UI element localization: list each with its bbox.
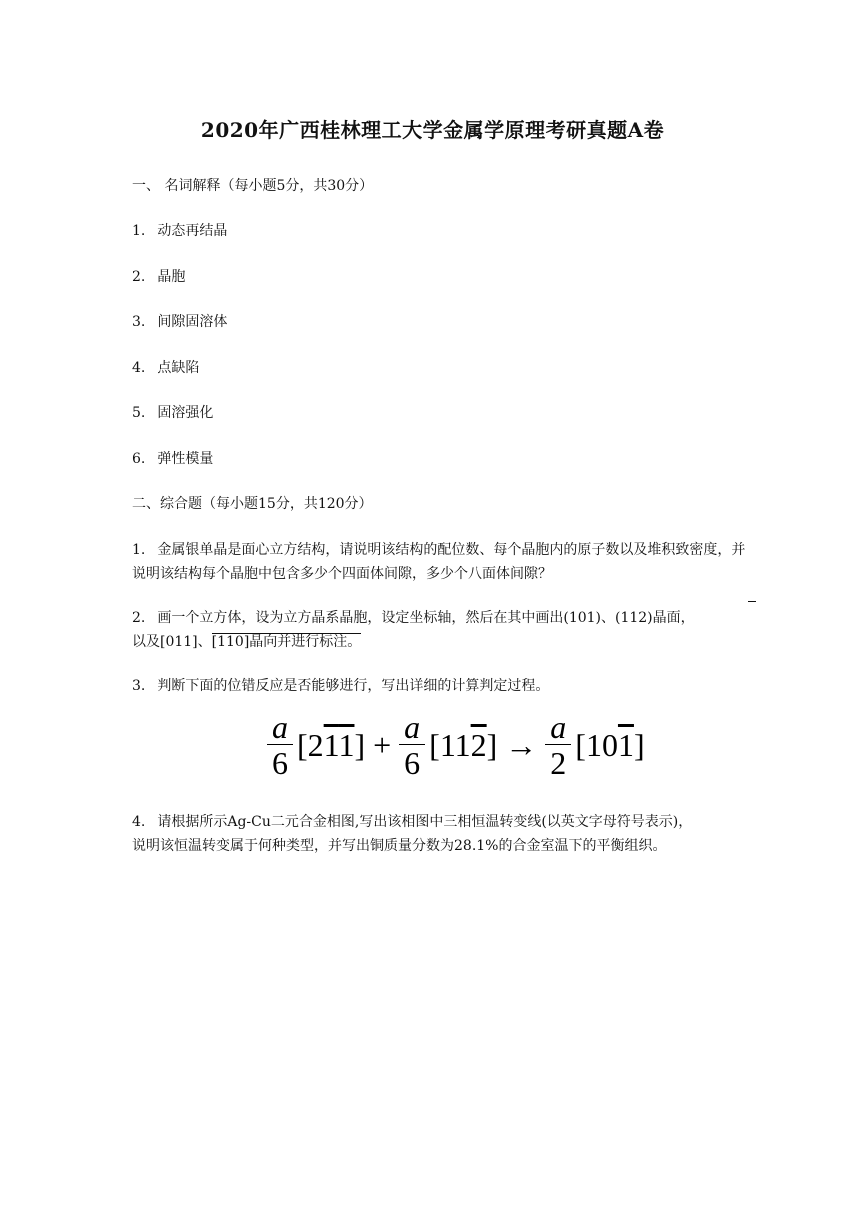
index-digit-bar: 2 [470,726,487,763]
reaction-arrow: → [505,726,538,763]
fraction-denominator: 6 [272,744,288,781]
section-1-heading: 一、 名词解释（每小题5分，共30分） [132,178,374,194]
index-digit-bar: 1 [323,726,339,763]
item-text: 点缺陷 [157,360,200,376]
question-number: 1. [132,542,146,558]
fraction-denominator: 2 [550,744,567,781]
plus-sign: + [373,726,392,763]
question-text: 画一个立方体，设为立方晶系晶胞，设定坐标轴，然后在其中画出(101)、(112)晶面， [157,610,695,626]
question-number: 3. [132,678,146,694]
direction-index-3 [575,727,644,764]
bracket: ] [633,726,645,763]
question-text: 以及[011]、 [132,634,212,650]
item-text: 间隙固溶体 [157,314,228,330]
item-number: 2. [132,269,146,285]
fraction-term-1 [267,710,293,781]
fraction-numerator: a [550,708,567,745]
question-text: 判断下面的位错反应是否能够进行，写出详细的计算判定过程。 [157,678,550,694]
item-text: 晶胞 [157,269,186,285]
bracket: [ [297,726,308,763]
question-3 [132,676,549,696]
item-number: 4. [132,360,146,376]
term-item [132,312,227,332]
item-number: 3. [132,314,146,330]
question-1 [132,538,752,586]
fraction-numerator: a [404,708,421,745]
question-4 [132,810,752,858]
question-text: [110]晶向并进行标注。 [211,634,362,650]
bracket: ] [486,726,498,763]
index-digit: 0 [601,726,618,763]
bracket: [ [429,726,440,763]
fraction-term-3 [545,710,571,781]
item-text: 固溶强化 [157,405,214,421]
question-line [132,810,752,834]
term-item [132,358,199,378]
question-2 [132,606,752,654]
bracket: ] [354,726,366,763]
index-digit: 1 [585,726,602,763]
item-number: 5. [132,405,146,421]
term-item [132,221,227,241]
index-digit: 2 [307,726,324,763]
term-item [132,267,185,287]
question-text: 金属银单晶是面心立方结构，请说明该结构的配位数、每个晶胞内的原子数以及堆积致密度，并说明该结构每个晶胞中包含多少个四面体间隙，多少个八面体间隙？ [132,542,746,582]
fraction-numerator: a [272,708,288,745]
direction-index-2 [429,727,497,764]
item-text: 动态再结晶 [157,223,228,239]
direction-index-1 [297,727,365,764]
term-item [132,449,213,469]
fraction-term-2 [399,710,425,781]
index-digit-bar: 1 [338,726,355,763]
term-item [132,403,213,423]
question-text: 请根据所示Ag-Cu二元合金相图,写出该相图中三相恒温转变线(以英文字母符号表示)， [157,814,693,830]
index-digit: 1 [439,726,455,763]
question-number: 4. [132,814,146,830]
question-line [132,630,752,654]
stray-overbar [748,601,756,602]
question-number: 2. [132,610,146,626]
fraction-denominator: 6 [404,744,421,781]
bracket: [ [575,726,586,763]
document-title: 2020年广西桂林理工大学金属学原理考研真题A卷 [200,118,665,142]
item-number: 6. [132,451,146,467]
item-number: 1. [132,223,146,239]
section-2-heading: 二、综合题（每小题15分，共120分） [132,496,373,512]
index-digit-bar: 1 [617,726,634,763]
index-digit: 1 [454,726,471,763]
question-line: 说明该恒温转变属于何种类型，并写出铜质量分数为28.1%的合金室温下的平衡组织。 [132,838,667,854]
item-text: 弹性模量 [157,451,214,467]
question-line [132,606,752,630]
dislocation-reaction-equation [265,705,647,785]
